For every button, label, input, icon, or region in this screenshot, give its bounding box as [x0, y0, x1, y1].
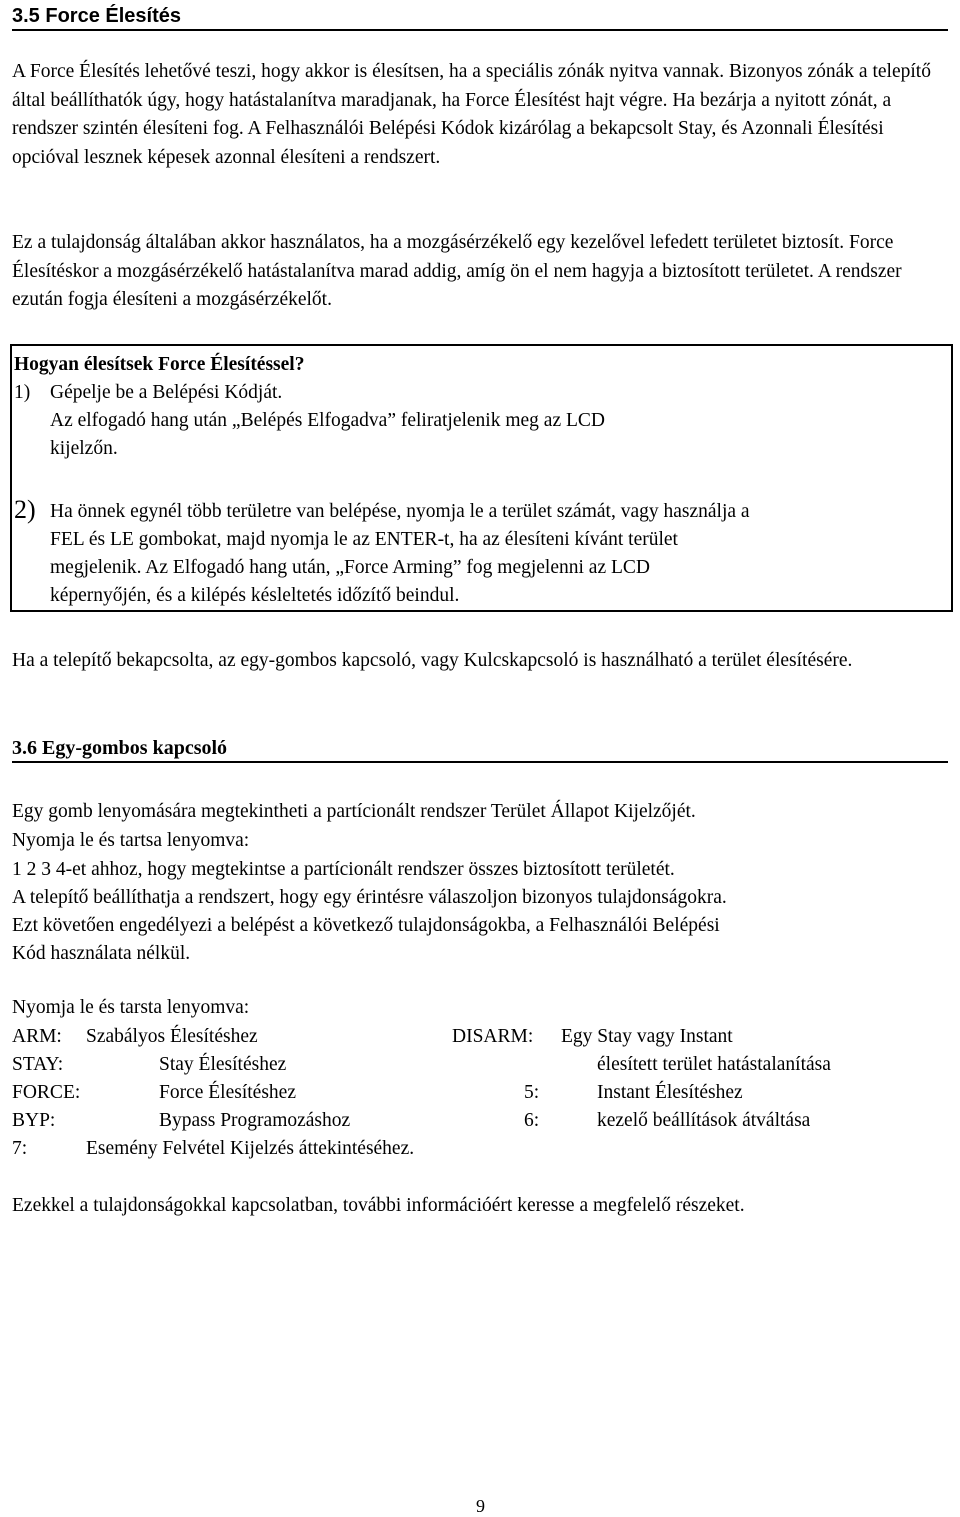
key-description: kezelő beállítások átváltása	[597, 1110, 811, 1131]
step-1-line: Gépelje be a Belépési Kódját.	[50, 382, 283, 403]
key-label: STAY:	[12, 1054, 64, 1075]
body-line: Nyomja le és tartsa lenyomva:	[12, 830, 250, 851]
key-label: ARM:	[12, 1026, 62, 1047]
step-2-line: megjelenik. Az Elfogadó hang után, „Force Arming” fog megjelenni az LCD	[50, 557, 650, 578]
key-label: 6:	[524, 1110, 540, 1131]
key-description: Egy Stay vagy Instant	[561, 1026, 733, 1047]
key-description: Stay Élesítéshez	[159, 1054, 287, 1075]
key-description: Szabályos Élesítéshez	[86, 1026, 258, 1047]
step-2-line: Ha önnek egynél több területre van belépése, nyomja le a terület számát, vagy használja a	[50, 501, 750, 522]
body-line: A telepítő beállíthatja a rendszert, hogy egy érintésre válaszoljon bizonyos tulajdonságokra.	[12, 887, 727, 908]
page-number: 9	[476, 1496, 485, 1516]
key-description: Bypass Programozáshoz	[159, 1110, 351, 1131]
paragraph-keyswitch: Ha a telepítő bekapcsolta, az egy-gombos kapcsoló, vagy Kulcskapcsoló is használható a terület élesítésére.	[12, 650, 853, 671]
step-2-line: képernyőjén, és a kilépés késleltetés időzítő beindul.	[50, 585, 460, 606]
hold-label: Nyomja le és tarsta lenyomva:	[12, 997, 250, 1018]
key-description: Force Élesítéshez	[159, 1082, 296, 1103]
key-description: élesített terület hatástalanítása	[597, 1054, 831, 1075]
key-description: Esemény Felvétel Kijelzés áttekintéséhez.	[86, 1138, 415, 1159]
key-description: Instant Élesítéshez	[597, 1082, 743, 1103]
paragraph-motion-detector: Ez a tulajdonság általában akkor használatos, ha a mozgásérzékelő egy kezelővel lefedett területet biztosít. Force Élesítéskor a mozgásérzékelő hatástalanítva marad addig, amíg ön el nem hagyja a biztosított területet. A rendszer ezután fogja élesíteni a mozgásérzékelőt.	[12, 232, 902, 311]
instruction-box	[10, 344, 953, 612]
step-2-line: FEL és LE gombokat, majd nyomja le az ENTER-t, ha az élesíteni kívánt terület	[50, 529, 678, 550]
body-line: Egy gomb lenyomására megtekintheti a partícionált rendszer Terület Állapot Kijelzőjét.	[12, 801, 696, 822]
box-title: Hogyan élesítsek Force Élesítéssel?	[14, 354, 305, 375]
section-heading-3-6: 3.6 Egy-gombos kapcsoló	[12, 736, 948, 763]
paragraph-force-arming-intro: A Force Élesítés lehetővé teszi, hogy akkor is élesítsen, ha a speciális zónák nyitva vannak. Bizonyos zónák a telepítő által beállíthatók úgy, hogy hatástalanítva maradjanak, ha Force Élesítést hajt végre. Ha bezárja a nyitott zónát, a rendszer szintén élesíteni fog. A Felhasználói Belépési Kódok kizárólag a bekapcsolt Stay, és Azonnali Élesítési opcióval lesznek képesek azonnal élesíteni a rendszert.	[12, 61, 931, 168]
body-line: 1 2 3 4-et ahhoz, hogy megtekintse a partícionált rendszer összes biztosított területét.	[12, 859, 675, 880]
body-line: Kód használata nélkül.	[12, 943, 191, 964]
step-2-label: 2)	[14, 495, 36, 524]
step-1-line: kijelzőn.	[50, 438, 118, 459]
key-label: 7:	[12, 1138, 28, 1159]
closing-line: Ezekkel a tulajdonságokkal kapcsolatban, további információért keresse a megfelelő részeket.	[12, 1195, 745, 1216]
body-line: Ezt követően engedélyezi a belépést a következő tulajdonságokba, a Felhasználói Belépési	[12, 915, 720, 936]
key-label: DISARM:	[452, 1026, 534, 1047]
key-label: BYP:	[12, 1110, 56, 1131]
step-1-line: Az elfogadó hang után „Belépés Elfogadva” feliratjelenik meg az LCD	[50, 410, 605, 431]
section-heading-3-5: 3.5 Force Élesítés	[12, 4, 948, 31]
key-label: 5:	[524, 1082, 540, 1103]
key-label: FORCE:	[12, 1082, 81, 1103]
step-1-label: 1)	[14, 382, 31, 403]
